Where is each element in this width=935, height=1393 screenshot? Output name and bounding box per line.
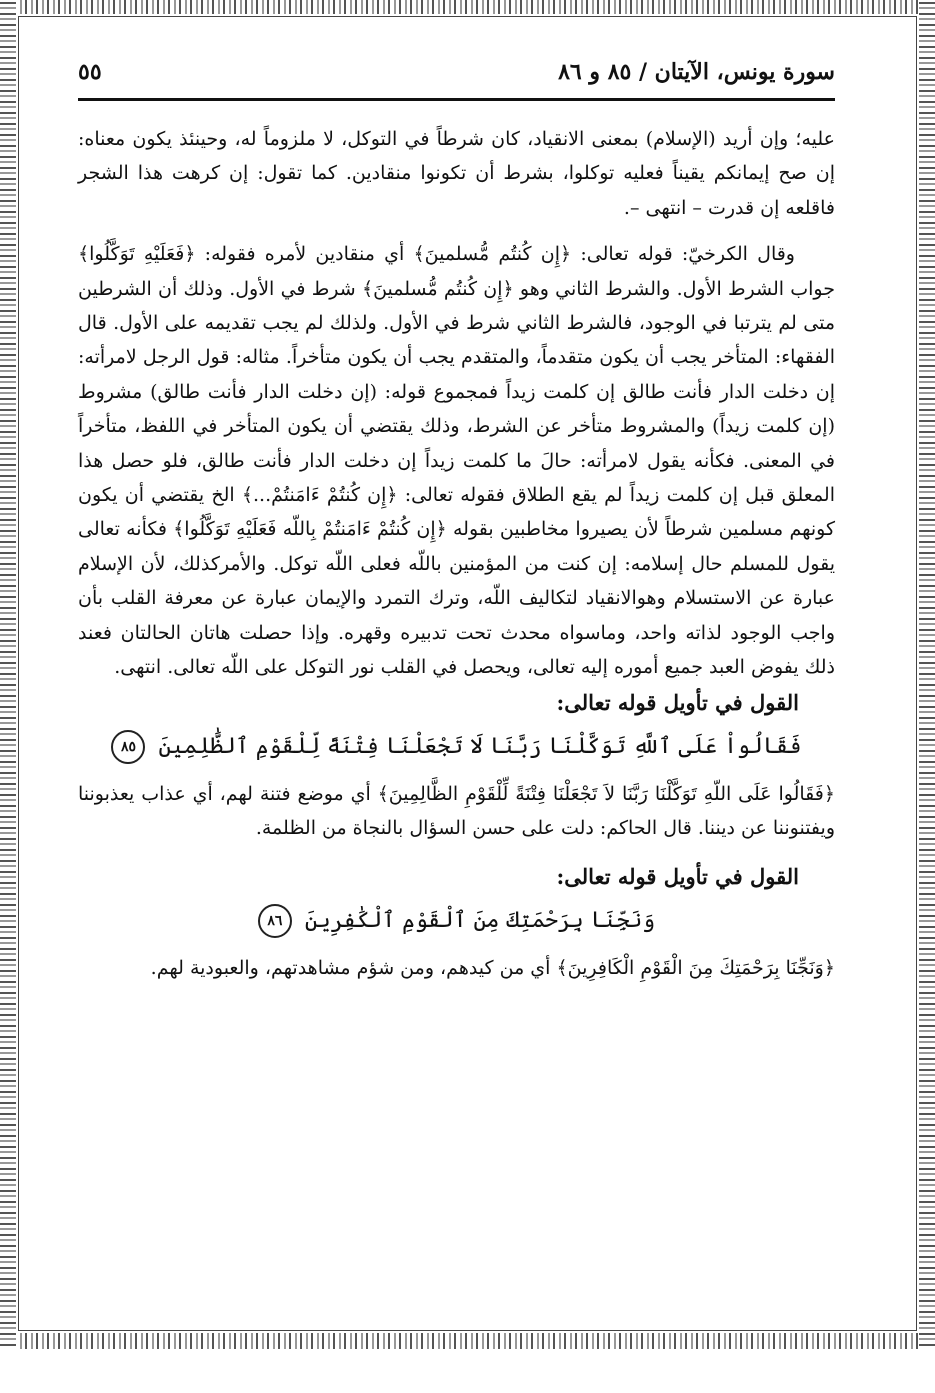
page-header: [78, 55, 835, 95]
quran-verse-86: [78, 901, 835, 941]
section-heading-1: القول في تأويل قوله تعالى:: [556, 689, 799, 715]
header-rule: [78, 98, 835, 101]
running-title: سورة يونس، الآيتان / ٨٥ و ٨٦: [558, 59, 835, 85]
border-top-ornament: [0, 0, 935, 14]
page-body: [78, 122, 835, 986]
section-heading-2: القول في تأويل قوله تعالى:: [556, 864, 799, 890]
paragraph-1: عليه؛ وإن أريد (الإسلام) بمعنى الانقياد، كان شرطاً في التوكل، لا ملزوماً له، وحينئذ يكون معناه: إن صح إيمانكم يقيناً فعليه توكلوا، بشرط أن تكونوا منقادين. كما تقول: إن كرهت هذا الشجر فاقلعه إن قدرت – انتهى –.: [78, 128, 835, 219]
ayah-number-badge: ٨٥: [111, 730, 145, 764]
border-bottom-ornament: [0, 1333, 935, 1349]
border-right-ornament: [919, 0, 935, 1349]
verse-text: وَنَجِّنَا بِرَحْمَتِكَ مِنَ ٱلْقَوْمِ ٱلْكَٰفِرِينَ: [304, 908, 656, 934]
commentary-2: ﴿وَنَجِّنَا بِرَحْمَتِكَ مِنَ الْقَوْمِ الْكَافِرِينَ﴾ أي من كيدهم، ومن شؤم مشاهدتهم، والعبودية لهم.: [150, 957, 835, 980]
paragraph-2: وقال الكرخيّ: قوله تعالى: ﴿إِن كُنتُم مُّسلمينَ﴾ أي منقادين لأمره فقوله: ﴿فَعَلَيْهِ تَوَكَّلُوا﴾ جواب الشرط الأول. والشرط الثاني وهو ﴿إِن كُنتُم مُّسلمينَ﴾ شرط في الأول. وذلك أن الشرطين متى لم يترتبا في الوجود، فالشرط الثاني شرط في الأول. ولذلك لم يجب تقديمه على الأول. قال الفقهاء: المتأخر يجب أن يكون متقدماً، والمتقدم يجب أن يكون متأخراً. مثاله: قول الرجل لامرأته: إن دخلت الدار فأنت طالق إن كلمت زيداً فمجموع قوله: (إن دخلت الدار فأنت طالق) مشروط (إن كلمت زيداً) والمشروط متأخر عن الشرط، وذلك يقتضي أن يكون المتأخر في اللفظ، متأخراً في المعنى. فكأنه يقول لامرأته: حالَ ما كلمت زيداً إن دخلت الدار فأنت طالق، فلو حصل هذا المعلق قبل إن كلمت زيداً لم يقع الطلاق فقوله تعالى: ﴿إِن كُنتُمْ ءَامَنتُمْ...﴾ الخ يقتضي أن يكون كونهم مسلمين شرطاً لأن يصيروا مخاطبين بقوله ﴿إِن كُنتُمْ ءَامَنتُمْ بِاللّه فَعَلَيْهِ تَوَكَّلُوا﴾ فكأنه تعالى يقول للمسلم حال إسلامه: إن كنت من المؤمنين باللّه فعلى اللّه توكل. والأمركذلك، لأن الإسلام عبارة عن الاستسلام وهوالانقياد لتكاليف اللّه، وترك التمرد والإيمان عبارة عن معرفة القلب بأن واجب الوجود لذاته واحد، وماسواه محدث تحت تدبيره وقهره. وإذا حصلت هاتان الحالتان فعند ذلك يفوض العبد جميع أموره إليه تعالى، ويحصل في القلب نور التوكل على اللّه تعالى. انتهى.: [78, 243, 835, 679]
border-left-ornament: [0, 0, 16, 1349]
quran-verse-85: [78, 727, 835, 767]
page-number: ٥٥: [78, 59, 102, 85]
verse-text: فَقَالُواْ عَلَى ٱللَّهِ تَوَكَّلْنَا رَبَّنَا لَا تَجْعَلْنَا فِتْنَةً لِّلْقَوْمِ ٱلظَّٰلِمِينَ: [158, 733, 802, 759]
ayah-number-badge: ٨٦: [258, 904, 292, 938]
commentary-1: ﴿فَقَالُوا عَلَى اللّهِ تَوَكَّلْنَا رَبَّنَا لاَ تَجْعَلْنَا فِتْنَةً لِّلْقَوْمِ الظَّالِمِينَ﴾ أي موضع فتنة لهم، أي عذاب يعذبوننا ويفتنوننا عن ديننا. قال الحاكم: دلت على حسن السؤال بالنجاة من الظلمة.: [78, 782, 835, 839]
